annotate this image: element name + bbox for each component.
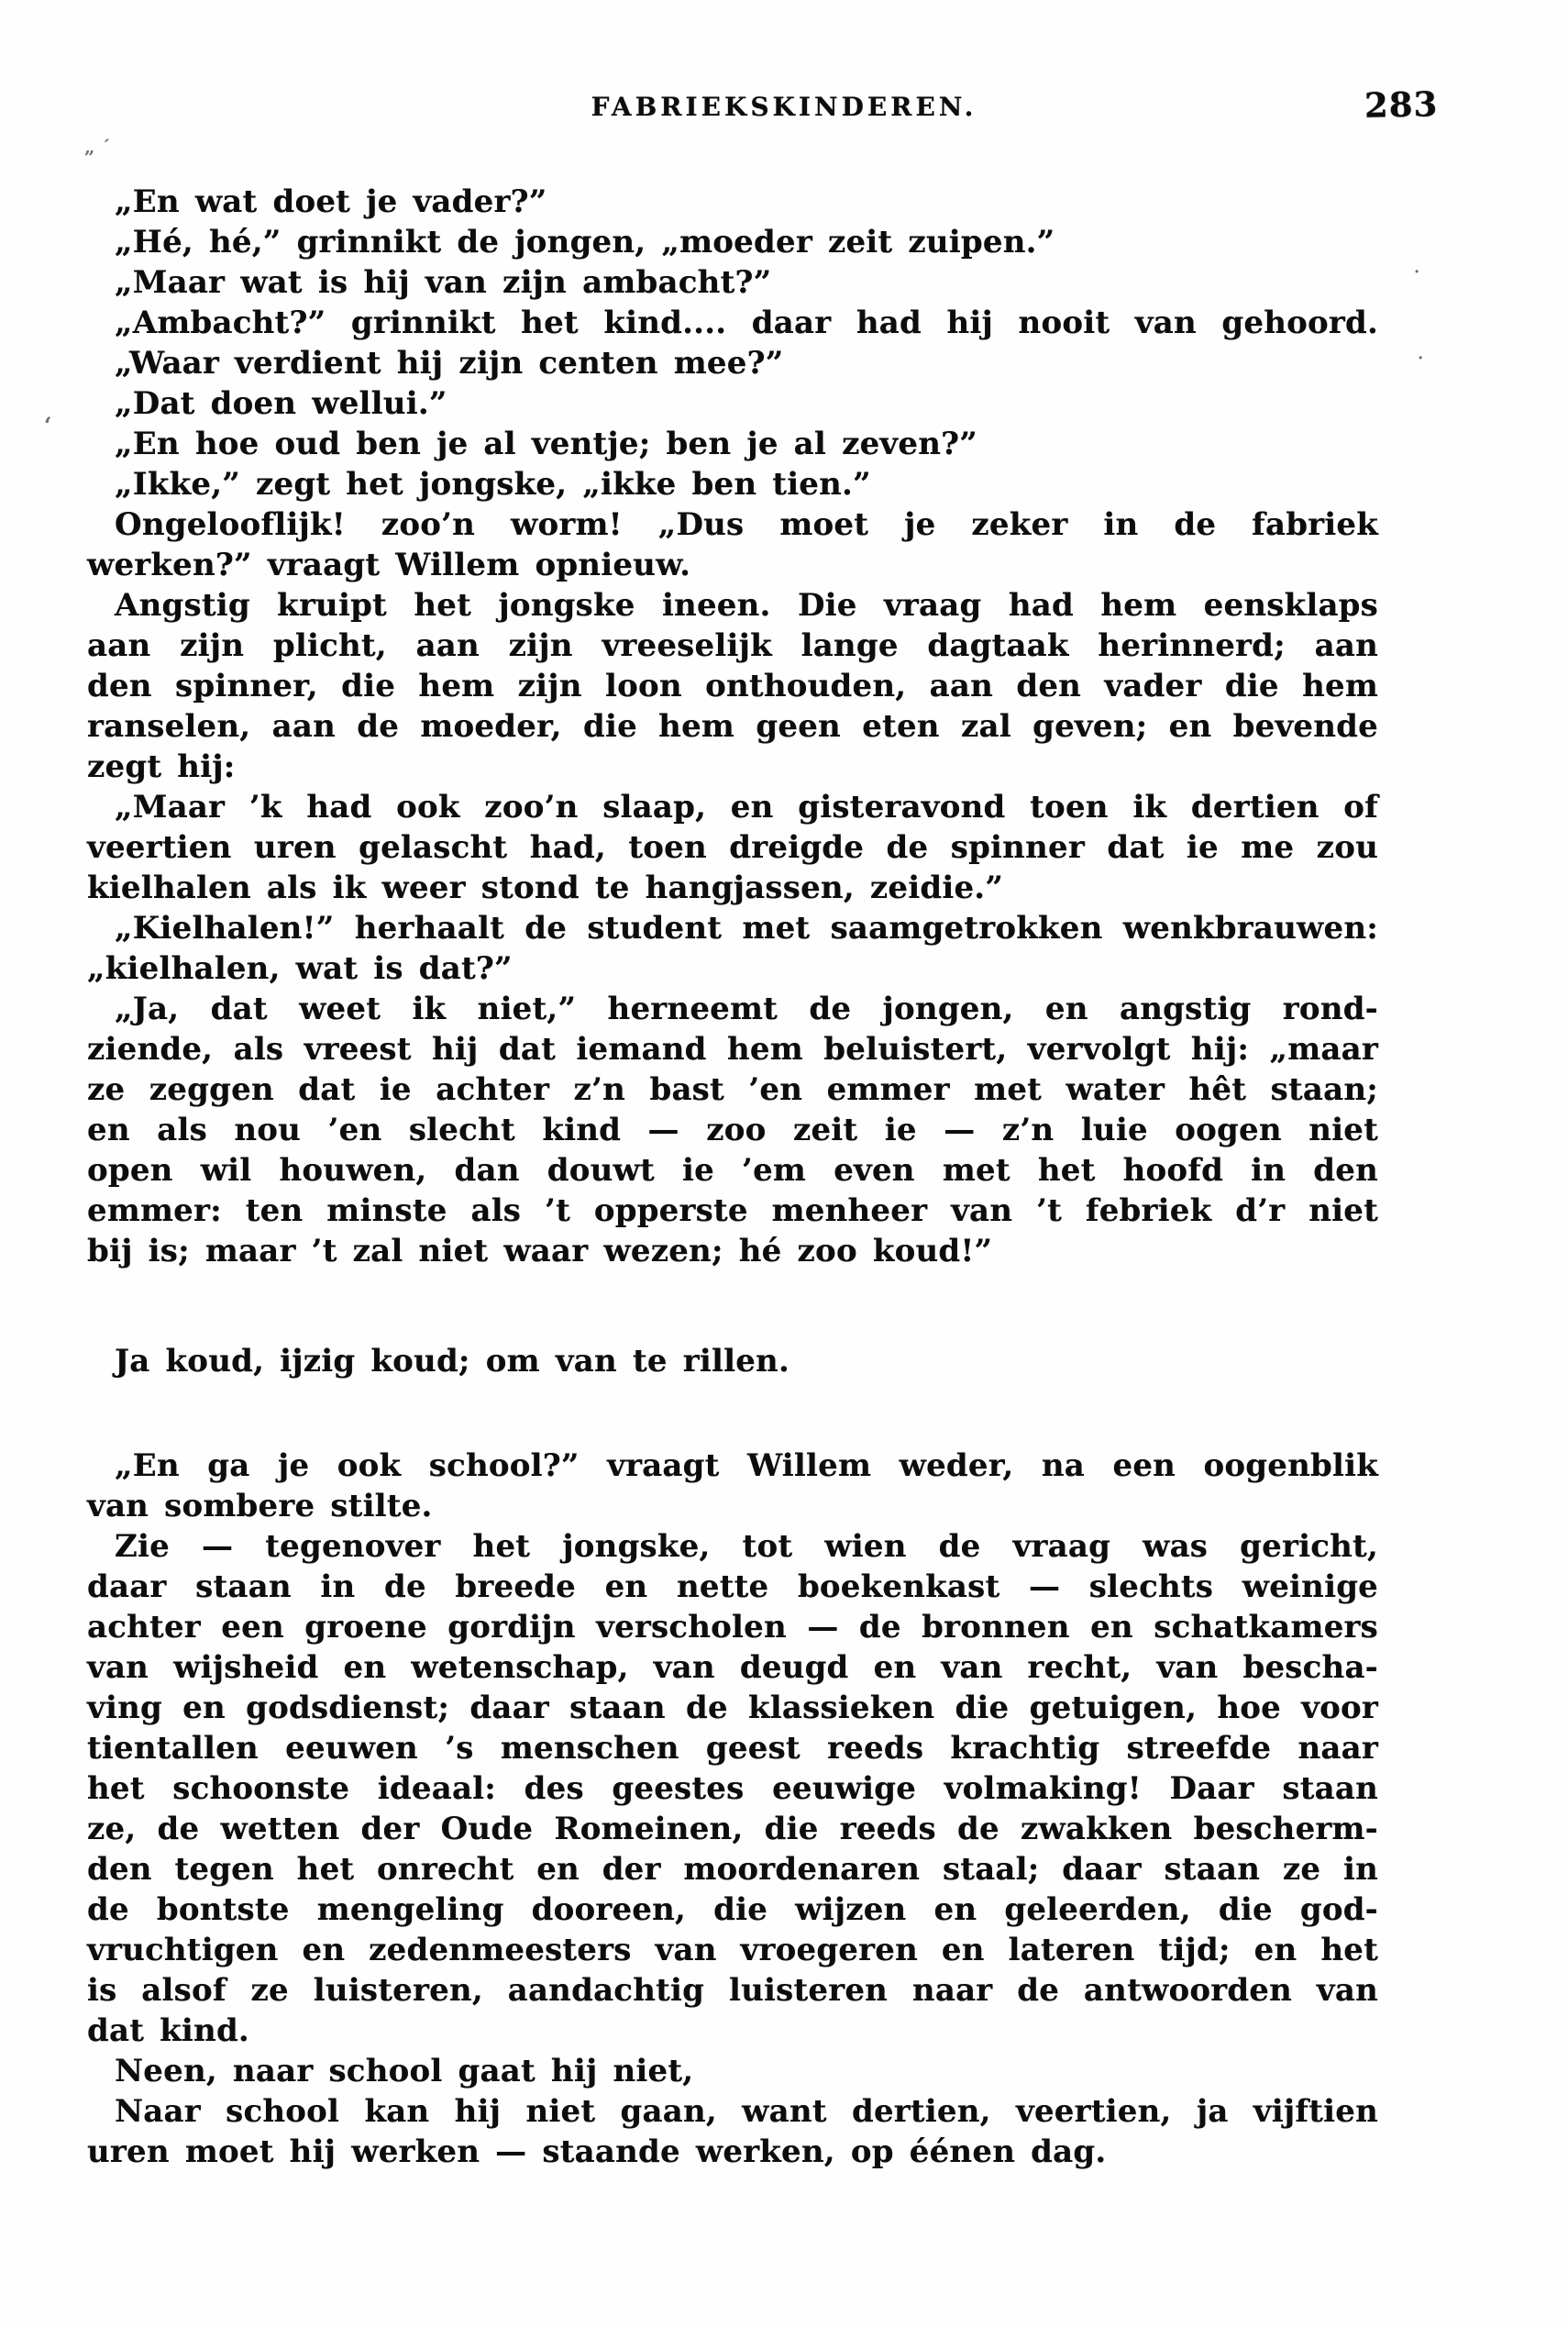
text-line: bij is; maar ’t zal niet waar wezen; hé zoo koud!” bbox=[87, 1233, 993, 1269]
text-line: ze, de wetten der Oude Romeinen, die reeds de zwakken bescherm- bbox=[87, 1811, 1378, 1847]
text-line: van wijsheid en wetenschap, van deugd en van recht, van bescha- bbox=[87, 1649, 1378, 1686]
text-line: en als nou ’en slecht kind — zoo zeit ie — z’n luie oogen niet bbox=[87, 1112, 1378, 1148]
text-line: aan zijn plicht, aan zijn vreeselijk lange dagtaak herinnerd; aan bbox=[87, 627, 1378, 664]
text-line: den tegen het onrecht en der moordenaren staal; daar staan ze in bbox=[87, 1851, 1378, 1888]
scan-artifact-mark: ‘ bbox=[44, 412, 52, 438]
scan-artifact-mark: · bbox=[1414, 262, 1420, 282]
text-line: Ongelooflijk! zoo’n worm! „Dus moet je zeker in de fabriek bbox=[115, 506, 1378, 543]
text-line: van sombere stilte. bbox=[87, 1488, 433, 1524]
text-line: Neen, naar school gaat hij niet, bbox=[115, 2053, 694, 2089]
text-line: veertien uren gelascht had, toen dreigde de spinner dat ie me zou bbox=[87, 829, 1378, 866]
text-line: Naar school kan hij niet gaan, want dertien, veertien, ja vijftien bbox=[115, 2093, 1378, 2130]
page-number: 283 bbox=[1364, 83, 1439, 126]
text-line: ving en godsdienst; daar staan de klassieken die getuigen, hoe voor bbox=[87, 1690, 1378, 1726]
scan-artifact-mark: · bbox=[1418, 349, 1424, 368]
text-line: dat kind. bbox=[87, 2012, 249, 2049]
text-line: „En ga je ook school?” vraagt Willem weder, na een oogenblik bbox=[115, 1447, 1378, 1484]
text-line: „Waar verdient hij zijn centen mee?” bbox=[115, 345, 784, 382]
text-line: „Ambacht?” grinnikt het kind.... daar had hij nooit van gehoord. bbox=[115, 305, 1378, 341]
text-line: „Maar ’k had ook zoo’n slaap, en gisteravond toen ik dertien of bbox=[115, 789, 1378, 826]
text-line: „Dat doen wellui.” bbox=[115, 385, 447, 422]
text-line: tientallen eeuwen ’s menschen geest reeds krachtig streefde naar bbox=[87, 1730, 1378, 1767]
text-line: „Maar wat is hij van zijn ambacht?” bbox=[115, 264, 772, 301]
text-line: ranselen, aan de moeder, die hem geen eten zal geven; en bevende bbox=[87, 708, 1378, 745]
running-title: FABRIEKSKINDEREN. bbox=[591, 92, 977, 122]
text-line: „Hé, hé,” grinnikt de jongen, „moeder zeit zuipen.” bbox=[115, 224, 1055, 260]
text-line: Zie — tegenover het jongske, tot wien de vraag was gericht, bbox=[115, 1528, 1378, 1565]
text-line: „Ikke,” zegt het jongske, „ikke ben tien.” bbox=[115, 466, 871, 503]
text-line: „kielhalen, wat is dat?” bbox=[87, 950, 513, 987]
text-line: „En hoe oud ben je al ventje; ben je al zeven?” bbox=[115, 426, 977, 462]
text-line: is alsof ze luisteren, aandachtig luisteren naar de antwoorden van bbox=[87, 1972, 1378, 2009]
text-line: „Kielhalen!” herhaalt de student met saamgetrokken wenkbrauwen: bbox=[115, 910, 1378, 947]
text-line: achter een groene gordijn verscholen — de bronnen en schatkamers bbox=[87, 1609, 1378, 1646]
text-line: kielhalen als ik weer stond te hangjassen, zeidie.” bbox=[87, 870, 1004, 906]
text-line: zegt hij: bbox=[87, 748, 236, 785]
text-line: werken?” vraagt Willem opnieuw. bbox=[87, 547, 691, 583]
text-line: den spinner, die hem zijn loon onthouden, aan den vader die hem bbox=[87, 668, 1378, 704]
text-line: open wil houwen, dan douwt ie ’em even met het hoofd in den bbox=[87, 1152, 1378, 1189]
text-line: emmer: ten minste als ’t opperste menheer van ’t febriek d’r niet bbox=[87, 1192, 1378, 1229]
text-line: „Ja, dat weet ik niet,” herneemt de jongen, en angstig rond- bbox=[115, 991, 1378, 1027]
scan-artifact-mark: „ ˊ bbox=[84, 136, 111, 158]
text-line: Angstig kruipt het jongske ineen. Die vraag had hem eensklaps bbox=[115, 587, 1378, 624]
text-line: ziende, als vreest hij dat iemand hem beluistert, vervolgt hij: „maar bbox=[87, 1031, 1378, 1068]
text-line: uren moet hij werken — staande werken, op éénen dag. bbox=[87, 2133, 1107, 2170]
text-line: „En wat doet je vader?” bbox=[115, 183, 547, 220]
text-line: vruchtigen en zedenmeesters van vroegeren en lateren tijd; en het bbox=[87, 1932, 1378, 1968]
text-line: de bontste mengeling dooreen, die wijzen en geleerden, die god- bbox=[87, 1891, 1378, 1928]
text-line: Ja koud, ijzig koud; om van te rillen. bbox=[115, 1343, 790, 1380]
text-line: het schoonste ideaal: des geestes eeuwige volmaking! Daar staan bbox=[87, 1770, 1378, 1807]
text-line: ze zeggen dat ie achter z’n bast ’en emmer met water hêt staan; bbox=[87, 1071, 1378, 1108]
text-line: daar staan in de breede en nette boekenkast — slechts weinige bbox=[87, 1568, 1378, 1605]
text-block bbox=[87, 182, 1378, 2172]
